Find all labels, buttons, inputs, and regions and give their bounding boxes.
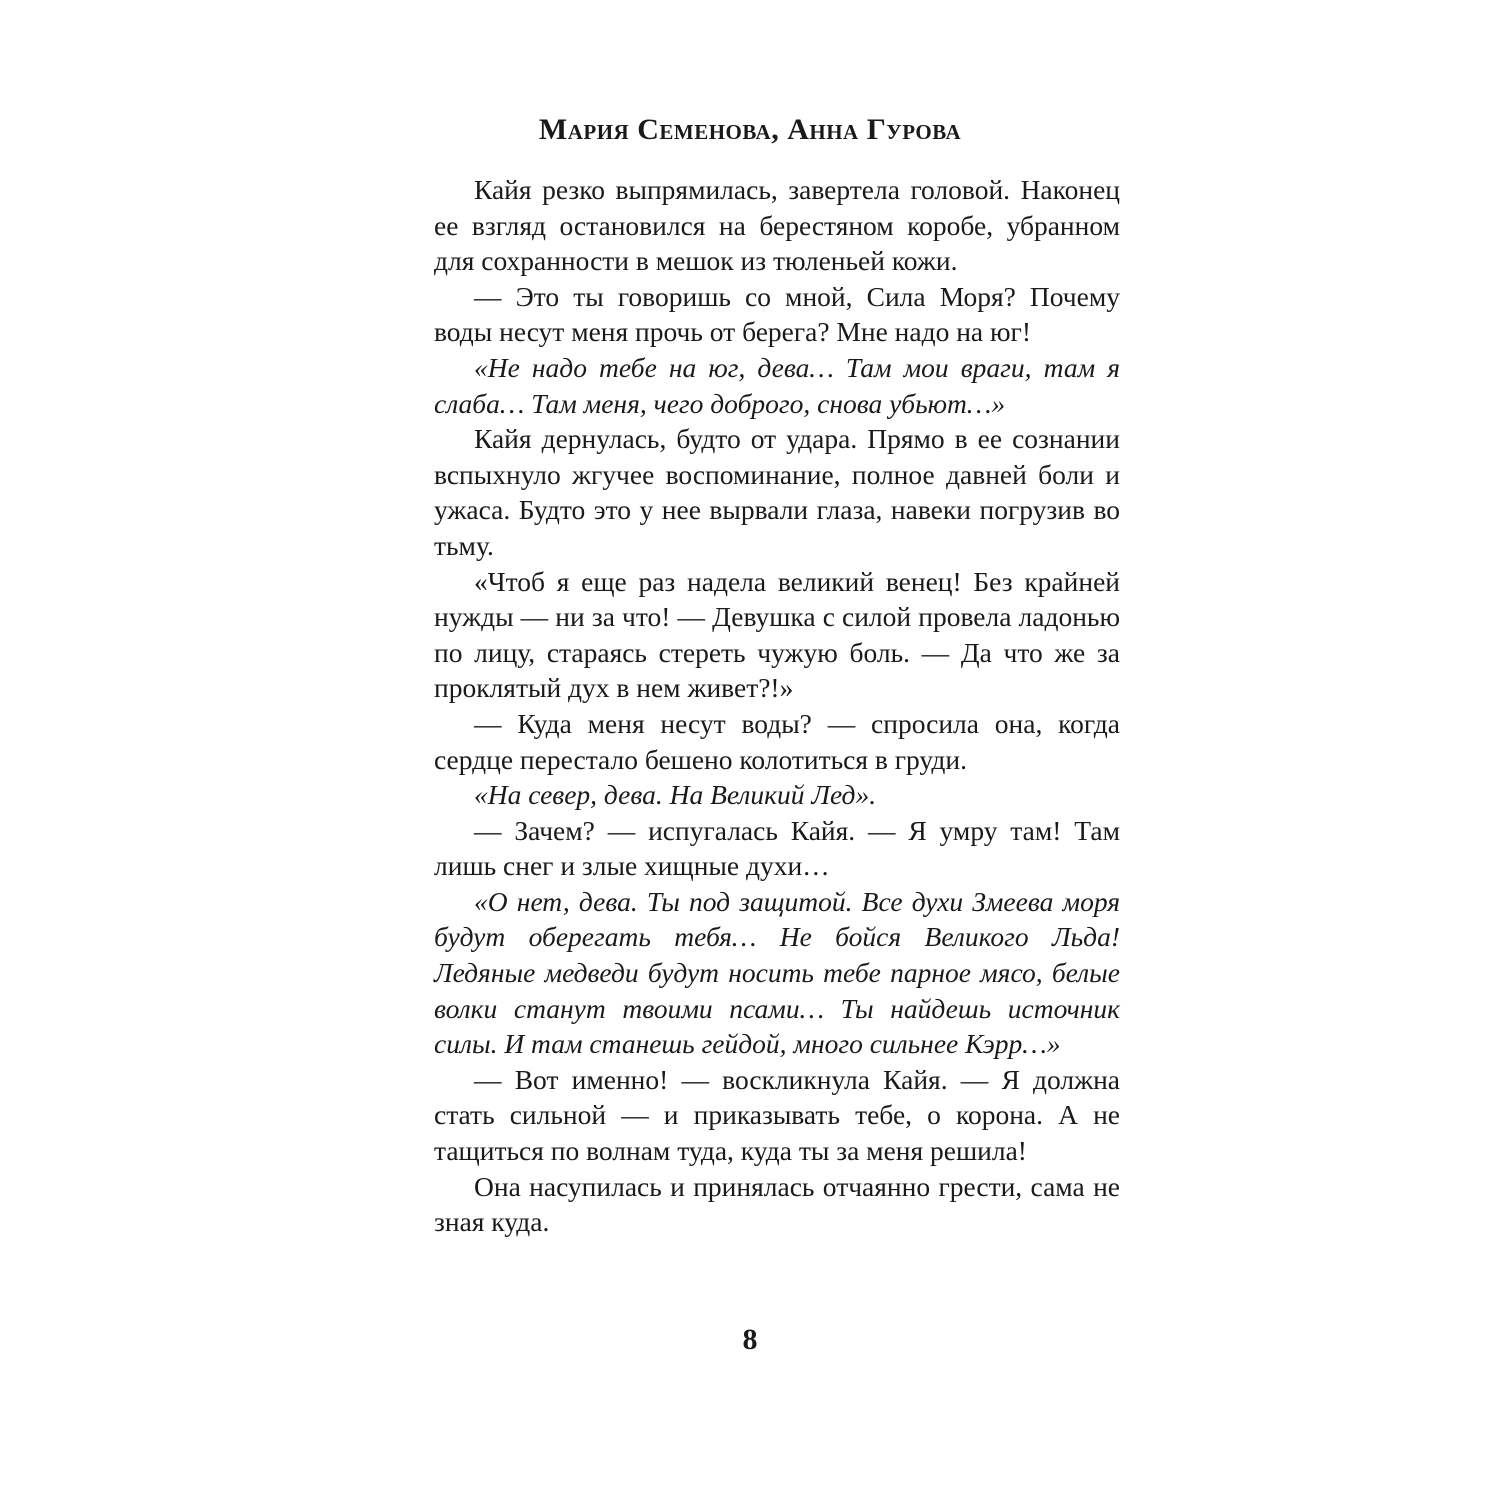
paragraph-8: — Зачем? — испугалась Кайя. — Я умру там! Там лишь снег и злые хищные духи… <box>434 814 1120 882</box>
body-text <box>434 172 1120 1240</box>
running-head: Мария Семенова, Анна Гурова <box>538 113 962 146</box>
paragraph-4: Кайя дернулась, будто от удара. Прямо в ее сознании вспыхнуло жгучее воспоминание, полное давней боли и ужаса. Будто это у нее вырвали глаза, навеки погрузив во тьму. <box>434 423 1120 561</box>
paragraph-3-italic: «Не надо тебе на юг, дева… Там мои враги, там я слаба… Там меня, чего доброго, снова убьют…» <box>434 351 1120 419</box>
paragraph-5: «Чтоб я еще раз надела великий венец! Без крайней нужды — ни за что! — Девушка с силой провела ладонью по лицу, стараясь стереть чужую боль. — Да что же за проклятый дух в нем живет?!» <box>434 565 1120 704</box>
paragraph-6: — Куда меня несут воды? — спросила она, когда сердце перестало бешено колотиться в груди. <box>434 707 1120 775</box>
paragraph-7-italic: «На север, дева. На Великий Лед». <box>474 779 877 811</box>
paragraph-2: — Это ты говоришь со мной, Сила Моря? Почему воды несут меня прочь от берега? Мне надо на юг! <box>434 280 1120 348</box>
paragraph-10: — Вот именно! — воскликнула Кайя. — Я должна стать сильной — и приказывать тебе, о корона. А не тащиться по волнам туда, куда ты за меня решила! <box>434 1063 1120 1167</box>
page-number: 8 <box>742 1323 758 1356</box>
paragraph-11: Она насупилась и принялась отчаянно грести, сама не зная куда. <box>434 1170 1120 1238</box>
paragraph-1: Кайя резко выпрямилась, завертела головой. Наконец ее взгляд остановился на берестяном коробе, убранном для сохранности в мешок из тюленьей кожи. <box>434 174 1120 277</box>
paragraph-9-italic: «О нет, дева. Ты под защитой. Все духи Змеева моря будут оберегать тебя… Не бойся Великого Льда! Ледяные медведи будут носить тебе парное мясо, белые волки станут твоими псами… Ты найдешь источник силы. И там станешь гейдой, много сильнее Кэрр…» <box>434 885 1120 1060</box>
